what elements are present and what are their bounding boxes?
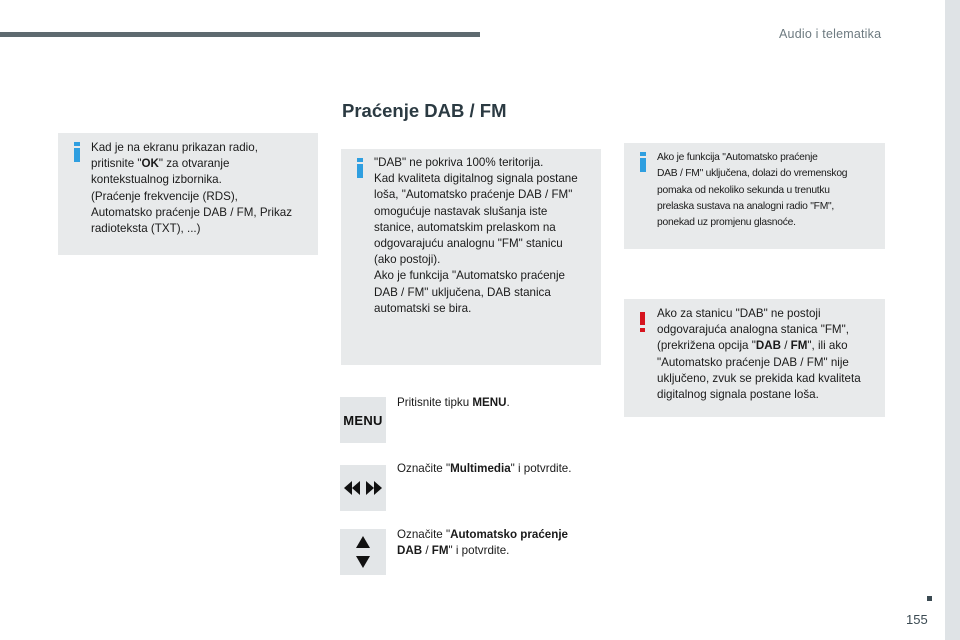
page-number: 155 xyxy=(906,612,928,627)
section-title: Praćenje DAB / FM xyxy=(342,100,507,121)
rewind-forward-icon xyxy=(340,465,386,511)
step-select-multimedia: Označite "Multimedia" i potvrdite. xyxy=(397,462,572,475)
step-press-menu: Pritisnite tipku MENU. xyxy=(397,396,510,409)
menu-key-icon xyxy=(340,397,386,443)
up-down-arrows-icon xyxy=(340,529,386,575)
info-icon xyxy=(356,158,364,178)
info-text-context-menu: Kad je na ekranu prikazan radio, pritisnite "OK" za otvaranje kontekstualnog izbornika. (Praćenje frekvencije (RDS), Automatsko praćenje DAB / FM, Prikaz radioteksta (TXT), ...) xyxy=(91,141,293,236)
info-box-dab-coverage xyxy=(341,149,601,365)
info-text-dab-coverage: "DAB" ne pokriva 100% teritorija. Kad kvaliteta digitalnog signala postane loša, "Automatsko praćenje DAB / FM" omogućuje nastavak slušanja iste stanice, automatskim prelaskom na odgovarajuću analognu "FM" stanicu (ako postoji). Ako je funkcija "Automatsko praćenje DAB / FM" uključena, DAB stanica automatski se bira. xyxy=(374,156,578,315)
chapter-title: Audio i telematika xyxy=(779,27,882,41)
warning-box-no-fm xyxy=(624,299,885,417)
info-text-time-shift: Ako je funkcija "Automatsko praćenje DAB / FM" uključena, dolazi do vremenskog pomaka od nekoliko sekunda u trenutku prelaska sustava na analogni radio "FM", ponekad uz promjenu glasnoće. xyxy=(657,152,848,229)
info-box-time-shift xyxy=(624,143,885,249)
header-rule xyxy=(0,32,480,37)
up-down-icon xyxy=(355,535,371,569)
info-box-context-menu xyxy=(58,133,318,255)
menu-key-label: MENU xyxy=(343,412,383,428)
warning-icon xyxy=(639,312,647,332)
info-icon xyxy=(73,142,81,162)
info-icon xyxy=(639,152,647,172)
warning-text-no-fm: Ako za stanicu "DAB" ne postoji odgovarajuća analogna stanica "FM", (prekrižena opcija "DAB / FM", ili ako "Automatsko praćenje DAB / FM" nije uključeno, zvuk se prekida kad kvaliteta digitalnog signala postane loša. xyxy=(657,307,861,402)
page-edge-strip xyxy=(945,0,960,640)
page-marker xyxy=(927,596,932,601)
step-select-auto-follow: Označite "Automatsko praćenje DAB / FM" i potvrdite. xyxy=(397,528,568,558)
skip-arrows-icon xyxy=(343,480,383,496)
